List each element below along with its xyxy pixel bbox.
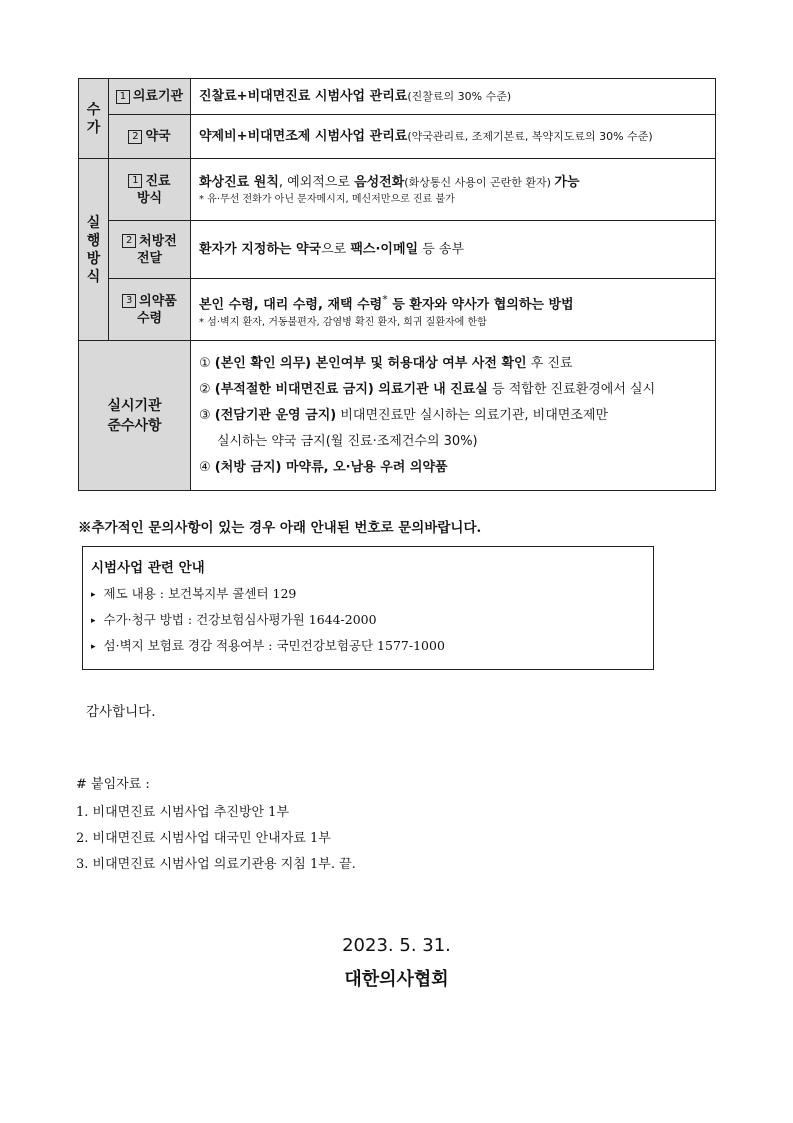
method-row-3-note: * 섬·벽지 환자, 거동불편자, 감염병 확진 환자, 희귀 질환자에 한함	[199, 316, 487, 328]
contact-info-box	[82, 546, 654, 670]
fee-row-2-content	[191, 115, 716, 159]
compliance-rule-continuation: 실시하는 약국 금지(월 진료·조제건수의 30%)	[217, 433, 478, 449]
fee-row-2-bold: 약제비+비대면조제 시범사업 관리료	[199, 129, 408, 144]
table-row	[79, 221, 716, 279]
info-item-text: 섬·벽지 보험료 경감 적용여부 : 국민건강보험공단 1577-1000	[103, 638, 445, 653]
compliance-label: 실시기관 준수사항	[107, 397, 162, 434]
method-row-2-label-cell	[109, 221, 191, 279]
method-row-2-content	[191, 221, 716, 279]
method-row-1-label: 진료 방식	[136, 173, 171, 206]
method-row-1-part: 음성전화	[354, 175, 405, 190]
method-row-1-part: 가능	[554, 175, 580, 190]
compliance-rule	[199, 455, 707, 481]
fee-row-2-rest: (약국관리료, 조제기본료, 복약지도료의 30% 수준)	[407, 130, 653, 143]
info-title: 시범사업 관련 안내	[91, 560, 205, 576]
method-row-3-label: 의약품 수령	[136, 293, 177, 326]
fee-row-1-bold: 진찰료+비대면진료 시범사업 관리료	[199, 89, 408, 104]
bullet-triangle-icon: ▸	[91, 615, 96, 626]
attachment-item: 2. 비대면진료 시범사업 대국민 안내자료 1부	[76, 831, 331, 846]
pilot-program-table	[78, 78, 716, 491]
attachment-item: 1. 비대면진료 시범사업 추진방안 1부	[76, 805, 290, 820]
row-number-box: 2	[128, 130, 142, 144]
compliance-rule	[199, 377, 707, 403]
method-row-1-label-cell	[109, 159, 191, 221]
compliance-rule	[199, 403, 707, 429]
rule-mark: ③	[199, 407, 211, 423]
issuing-organization: 대한의사협회	[344, 969, 449, 990]
table-row	[79, 115, 716, 159]
fee-row-1-content	[191, 79, 716, 115]
info-item-text: 제도 내용 : 보건복지부 콜센터 129	[103, 586, 297, 601]
rule-mark: ①	[199, 355, 211, 371]
method-row-3-part: 등 환자와 약사가 협의하는 방법	[387, 297, 574, 313]
method-row-1-part: (화상통신 사용이 곤란한 환자)	[404, 176, 555, 189]
method-row-2-label: 처방전 전달	[136, 233, 177, 266]
fee-group-label	[79, 79, 109, 159]
row-number-box: 1	[128, 174, 142, 188]
method-row-2-part: 팩스·이메일	[350, 242, 419, 257]
attachment-item: 3. 비대면진료 시범사업 의료기관용 지침 1부. 끝.	[76, 857, 356, 872]
method-row-3-part: 본인 수령, 대리 수령, 재택 수령	[199, 297, 383, 313]
method-row-1-part: , 예외적으로	[278, 175, 355, 190]
rule-rest: 후 진료	[526, 355, 573, 371]
compliance-label-cell	[79, 341, 191, 491]
bullet-triangle-icon: ▸	[91, 589, 96, 600]
method-row-2-part: 으로	[321, 242, 351, 257]
fee-row-2-label-cell	[109, 115, 191, 159]
method-row-3-label-cell	[109, 279, 191, 341]
method-row-1-part: 화상진료 원칙	[199, 175, 279, 190]
document-date: 2023. 5. 31.	[342, 935, 451, 956]
row-number-box: 1	[116, 90, 130, 104]
info-item-text: 수가·청구 방법 : 건강보험심사평가원 1644-2000	[103, 612, 377, 627]
rule-rest: 등 적합한 진료환경에서 실시	[487, 381, 656, 397]
fee-group-text: 수 가	[86, 101, 101, 136]
table-row	[79, 79, 716, 115]
thanks-text: 감사합니다.	[86, 704, 156, 720]
row-number-box: 3	[122, 294, 136, 308]
inquiry-notice: ※추가적인 문의사항이 있는 경우 아래 안내된 번호로 문의바랍니다.	[78, 520, 482, 536]
table-row	[79, 341, 716, 491]
table-row	[79, 279, 716, 341]
fee-row-1-rest: (진찰료의 30% 수준)	[407, 90, 512, 103]
compliance-rule	[199, 351, 707, 377]
compliance-content	[191, 341, 716, 491]
table-row	[79, 159, 716, 221]
rule-bold: (부적절한 비대면진료 금지) 의료기관 내 진료실	[214, 381, 488, 397]
rule-mark: ②	[199, 381, 211, 397]
method-row-1-content	[191, 159, 716, 221]
rule-bold: (본인 확인 의무) 본인여부 및 허용대상 여부 사전 확인	[214, 355, 527, 371]
rule-rest: 비대면진료만 실시하는 의료기관, 비대면조제만	[336, 407, 609, 423]
attachments-header: # 붙임자료 :	[76, 777, 150, 792]
bullet-triangle-icon: ▸	[91, 641, 96, 652]
rule-bold: (처방 금지) 마약류, 오·남용 우려 의약품	[214, 459, 448, 475]
fee-row-1-label-cell	[109, 79, 191, 115]
method-row-3-content	[191, 279, 716, 341]
fee-row-2-label: 약국	[145, 129, 171, 144]
info-item	[91, 610, 377, 628]
method-row-2-part: 등 송부	[418, 242, 465, 257]
info-item	[91, 636, 445, 654]
fee-row-1-label: 의료기관	[132, 89, 184, 104]
row-number-box: 2	[122, 234, 136, 248]
method-group-label	[79, 159, 109, 341]
rule-bold: (전담기관 운영 금지)	[214, 407, 337, 423]
rule-mark: ④	[199, 459, 211, 475]
method-row-2-part: 환자가 지정하는 약국	[199, 242, 322, 257]
method-row-1-note: * 유·무선 전화가 아닌 문자메시지, 메신저만으로 진료 불가	[199, 194, 455, 205]
method-row-3-part: *	[382, 293, 388, 307]
info-item	[91, 584, 296, 602]
method-group-text: 실 행 방 식	[86, 214, 101, 285]
